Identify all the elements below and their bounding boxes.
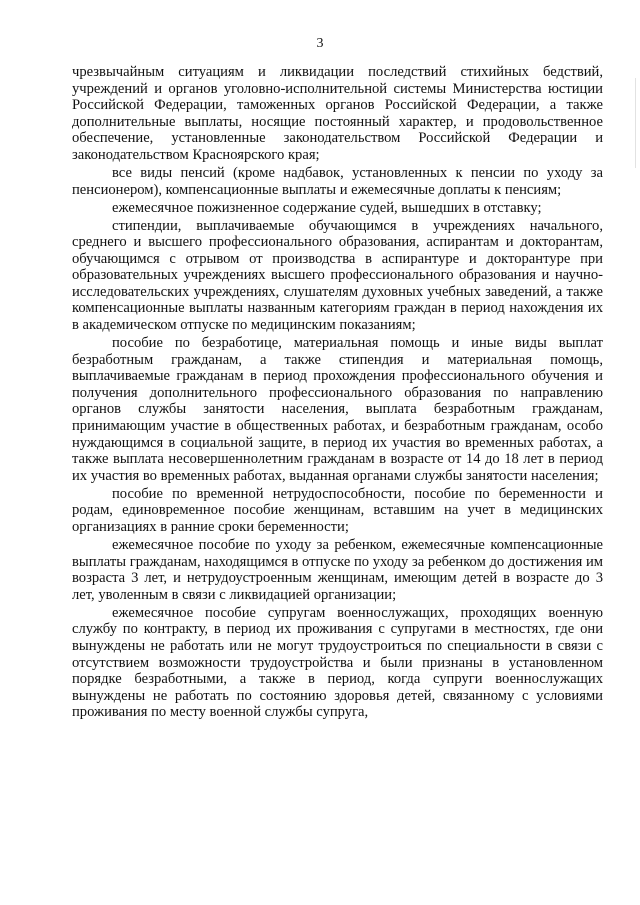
paragraph-temporary-disability: пособие по временной нетрудоспособности, пособие по беременности и родам, единовременное пособие женщинам, вставшим на учет в медицинских организациях в ранние сроки беременности; [72,485,603,535]
paragraph-emergency-services: чрезвычайным ситуациям и ликвидации последствий стихийных бедствий, учреждений и органов уголовно-исполнительной системы Министерства юстиции Российской Федерации, таможенных органов Российской Федерации, а также дополнительные выплаты, носящие постоянный характер, и продовольственное обеспечение, установленные законодательством Российской Федерации и законодательством Красноярского края; [72,64,603,163]
paragraph-judges-allowance: ежемесячное пожизненное содержание судей, вышедших в отставку; [112,199,542,216]
document-body [72,64,603,722]
paragraph-unemployment-benefits: пособие по безработице, материальная помощь и иные виды выплат безработным гражданам, а также стипендия и материальная помощь, выплачиваемые гражданам в период прохождения профессионального обучения и получения дополнительного профессионального образования по направлению органов службы занятости населения, выплата безработным гражданам, принимающим участие в общественных работах, и безработным гражданам, особо нуждающимся в социальной защите, в период их участия во временных работах, а также выплата несовершеннолетним гражданам в возрасте от 14 до 18 лет в период их участия во временных работах, выданная органами службы занятости населения; [72,335,603,484]
paragraph-military-spouses: ежемесячное пособие супругам военнослужащих, проходящих военную службу по контракту, в период их проживания с супругами в местностях, где они вынуждены не работать или не могут трудоустроиться по специальности в связи с отсутствием возможности трудоустройства и были признаны в установленном порядке безработными, а также в период, когда супруги военнослужащих вынуждены не работать по состоянию здоровья детей, связанному с условиями проживания по месту военной службы супруга, [72,604,603,721]
paragraph-childcare-allowance: ежемесячное пособие по уходу за ребенком, ежемесячные компенсационные выплаты гражданам, находящимся в отпуске по уходу за ребенком до достижения им возраста 3 лет, и нетрудоустроенным женщинам, имеющим детей в возрасте до 3 лет, уволенным в связи с ликвидацией организации; [72,536,603,603]
page-number: 3 [316,36,324,51]
scan-edge-mark [635,78,636,168]
paragraph-stipends: стипендии, выплачиваемые обучающимся в учреждениях начального, среднего и высшего профессионального образования, аспирантам и докторантам, обучающимся с отрывом от производства в аспирантуре и докторантуре при образовательных учреждениях высшего профессионального образования и научно-исследовательских учреждениях, слушателям духовных учебных заведений, а также компенсационные выплаты названным категориям граждан в период нахождения их в академическом отпуске по медицинским показаниям; [72,217,603,334]
paragraph-pensions: все виды пенсий (кроме надбавок, установленных к пенсии по уходу за пенсионером), компенсационные выплаты и ежемесячные доплаты к пенсиям; [72,164,603,198]
